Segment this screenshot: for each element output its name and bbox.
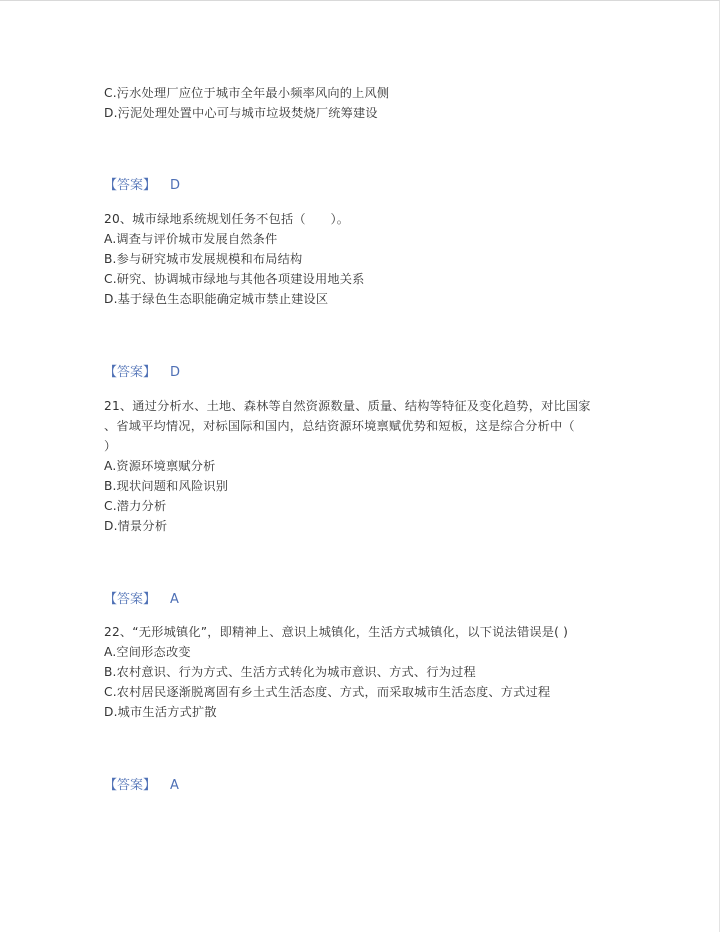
q21-option-b: B.现状问题和风险识别 — [104, 479, 229, 493]
answer-label: 【答案】 — [104, 778, 157, 793]
q20-option-a: A.调查与评价城市发展自然条件 — [104, 232, 278, 246]
q21-option-d: D.情景分析 — [104, 519, 168, 533]
q21-option-c: C.潜力分析 — [104, 499, 167, 513]
q22-option-c: C.农村居民逐渐脱离固有乡土式生活态度、方式，而采取城市生活态度、方式过程 — [104, 685, 551, 699]
answer-value: D — [170, 365, 181, 380]
q19-answer — [104, 176, 180, 196]
answer-label: 【答案】 — [104, 178, 157, 193]
answer-value: A — [170, 592, 179, 607]
q19-option-c: C.污水处理厂应位于城市全年最小频率风向的上风侧 — [104, 86, 390, 100]
answer-value: D — [170, 178, 181, 193]
q20-stem: 20、城市绿地系统规划任务不包括（ ）。 — [104, 212, 350, 226]
q20-option-b: B.参与研究城市发展规模和布局结构 — [104, 252, 303, 266]
q22-option-d: D.城市生活方式扩散 — [104, 705, 217, 719]
q19-option-d: D.污泥处理处置中心可与城市垃圾焚烧厂统筹建设 — [104, 106, 378, 120]
q21-stem-line-2: 、省域平均情况，对标国际和国内，总结资源环境禀赋优势和短板，这是综合分析中（ — [104, 419, 575, 433]
answer-label: 【答案】 — [104, 592, 157, 607]
q21-option-a: A.资源环境禀赋分析 — [104, 459, 216, 473]
q22-option-a: A.空间形态改变 — [104, 645, 191, 659]
q20-answer — [104, 363, 180, 383]
answer-label: 【答案】 — [104, 365, 157, 380]
q21-stem-line-1: 21、通过分析水、土地、森林等自然资源数量、质量、结构等特征及变化趋势，对比国家 — [104, 399, 591, 413]
q21-answer — [104, 590, 179, 610]
q20-option-d: D.基于绿色生态职能确定城市禁止建设区 — [104, 292, 329, 306]
answer-value: A — [170, 778, 179, 793]
q22-option-b: B.农村意识、行为方式、生活方式转化为城市意识、方式、行为过程 — [104, 665, 476, 679]
q20-option-c: C.研究、协调城市绿地与其他各项建设用地关系 — [104, 272, 365, 286]
q22-stem: 22、“无形城镇化”，即精神上、意识上城镇化，生活方式城镇化，以下说法错误是( ) — [104, 625, 569, 639]
q22-answer — [104, 776, 179, 796]
q21-stem-line-3: ） — [104, 439, 117, 453]
